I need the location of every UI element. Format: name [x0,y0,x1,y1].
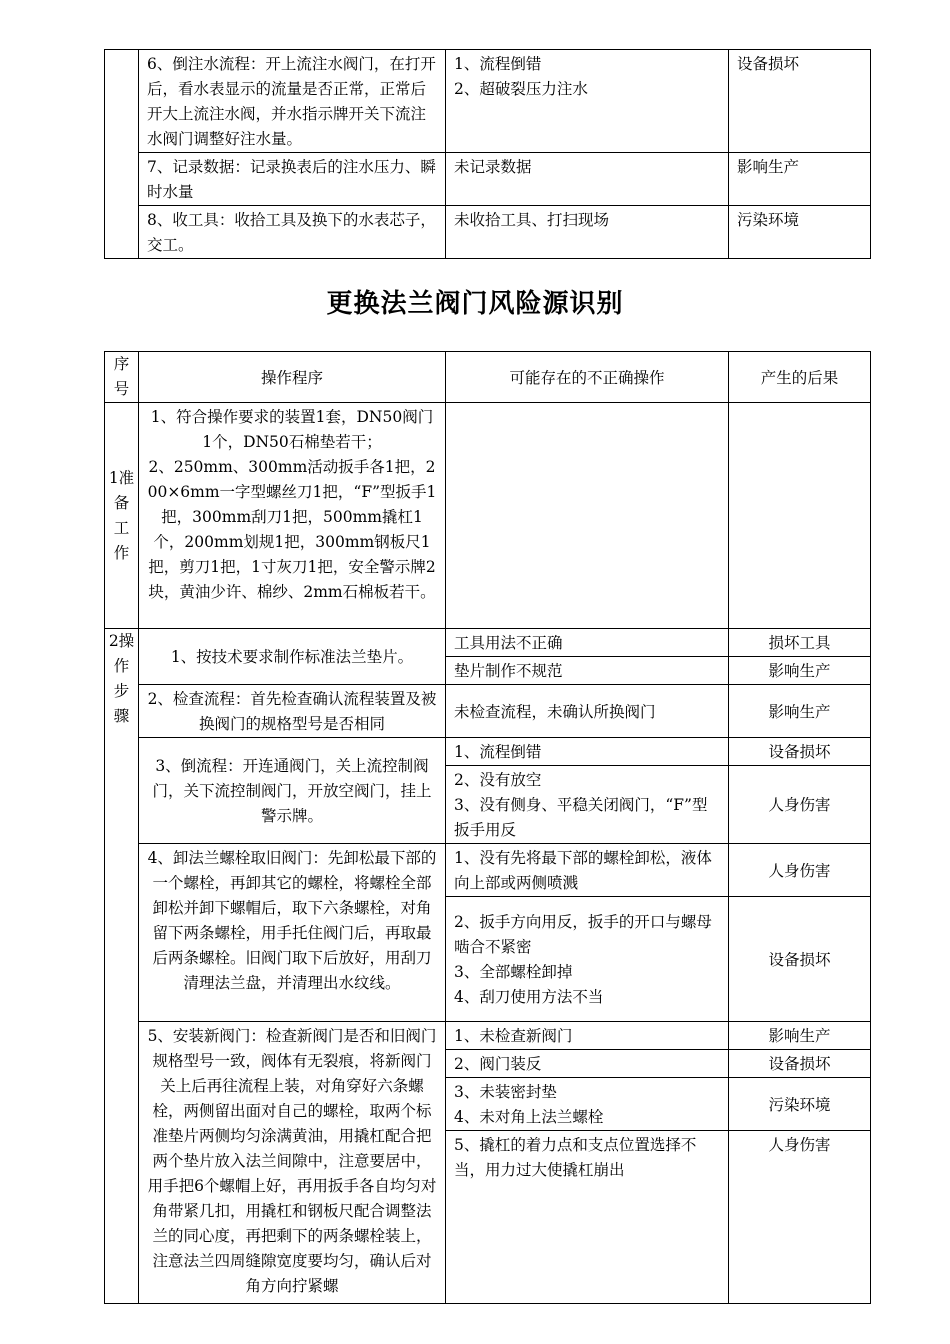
incorrect-cell: 未记录数据 [446,153,729,206]
consequence-cell: 污染环境 [729,1078,871,1131]
incorrect-cell: 1、流程倒错 [446,738,729,766]
incorrect-cell: 5、撬杠的着力点和支点位置选择不当，用力过大使撬杠崩出 [446,1131,729,1304]
seq-cell [105,50,139,259]
consequence-cell: 设备损坏 [729,738,871,766]
procedure-line: 2、250mm、300mm活动扳手各1把，200×6mm一字型螺丝刀1把，“F”型扳手1把，300mm刮刀1把，500mm撬杠1个，200mm划规1把，300mm钢板尺1把，剪刀1把，1寸灰刀1把，安全警示牌2块，黄油少许、棉纱、2mm石棉板若干。 [147,458,437,601]
risk-table [104,351,871,1304]
procedure-cell [139,403,446,629]
consequence-cell: 设备损坏 [729,897,871,1022]
incorrect-line: 2、没有放空 [454,771,542,789]
table-row [105,1022,871,1050]
table-row [105,403,871,629]
procedure-cell: 5、安装新阀门：检查新阀门是否和旧阀门规格型号一致，阀体有无裂痕，将新阀门关上后再往流程上装，对角穿好六条螺栓，两侧留出面对自己的螺栓，取两个标准垫片两侧均匀涂满黄油，用撬杠配合把两个垫片放入法兰间隙中，注意要居中，用手把6个螺帽上好，再用扳手各自均匀对角带紧几扣，用撬杠和钢板尺配合调整法兰的同心度，再把剩下的两条螺栓装上，注意法兰四周缝隙宽度要均匀，确认后对角方向拧紧螺 [139,1022,446,1304]
consequence-cell [729,403,871,629]
incorrect-cell: 1、未检查新阀门 [446,1022,729,1050]
top-risk-table [104,49,871,259]
incorrect-line: 4、未对角上法兰螺栓 [454,1108,604,1126]
page-title: 更换法兰阀门风险源识别 [326,289,624,319]
incorrect-cell: 1、没有先将最下部的螺栓卸松，液体向上部或两侧喷溅 [446,844,729,897]
consequence-cell: 损坏工具 [729,629,871,657]
header-consequence: 产生的后果 [729,352,871,403]
header-row [105,352,871,403]
header-seq: 序号 [105,352,139,403]
consequence-cell: 污染环境 [729,206,871,259]
table-row [105,844,871,897]
header-incorrect: 可能存在的不正确操作 [446,352,729,403]
consequence-cell: 人身伤害 [729,1131,871,1304]
consequence-cell: 设备损坏 [729,1050,871,1078]
procedure-cell: 2、检查流程：首先检查确认流程装置及被换阀门的规格型号是否相同 [139,685,446,738]
consequence-cell: 影响生产 [729,657,871,685]
incorrect-line: 2、扳手方向用反，扳手的开口与螺母啮合不紧密 [454,913,712,956]
table-row [105,685,871,738]
incorrect-cell: 垫片制作不规范 [446,657,729,685]
procedure-cell: 8、收工具：收拾工具及换下的水表芯子，交工。 [139,206,446,259]
incorrect-cell [446,766,729,844]
consequence-cell: 设备损坏 [729,50,871,153]
incorrect-cell [446,1078,729,1131]
procedure-line: 1、符合操作要求的装置1套，DN50阀门1个，DN50石棉垫若干； [150,408,434,451]
incorrect-line: 3、全部螺栓卸掉 [454,963,573,981]
procedure-cell: 6、倒注水流程：开上流注水阀门，在打开后，看水表显示的流量是否正常，正常后开大上流注水阀，并水指示牌开关下流注水阀门调整好注水量。 [139,50,446,153]
incorrect-line: 4、刮刀使用方法不当 [454,988,604,1006]
incorrect-line: 2、超破裂压力注水 [454,80,588,98]
incorrect-cell: 2、阀门装反 [446,1050,729,1078]
procedure-cell: 4、卸法兰螺栓取旧阀门：先卸松最下部的一个螺栓，再卸其它的螺栓，将螺栓全部卸松并卸下螺帽后，取下六条螺栓，对角留下两条螺栓，用手托住阀门后，再取最后两条螺栓。旧阀门取下后放好，用刮刀清理法兰盘，并清理出水纹线。 [139,844,446,1022]
consequence-cell: 人身伤害 [729,766,871,844]
incorrect-line: 3、未装密封垫 [454,1083,557,1101]
consequence-cell: 影响生产 [729,1022,871,1050]
table-row [105,206,871,259]
table-row [105,50,871,153]
table-row [105,629,871,657]
incorrect-cell [446,403,729,629]
seq-cell: 1准备工作 [105,403,139,629]
procedure-cell: 7、记录数据：记录换表后的注水压力、瞬时水量 [139,153,446,206]
consequence-cell: 影响生产 [729,685,871,738]
incorrect-line: 3、没有侧身、平稳关闭阀门，“F”型扳手用反 [454,796,708,839]
consequence-cell: 人身伤害 [729,844,871,897]
incorrect-cell [446,50,729,153]
header-procedure: 操作程序 [139,352,446,403]
procedure-cell: 1、按技术要求制作标准法兰垫片。 [139,629,446,685]
consequence-cell: 影响生产 [729,153,871,206]
table-row [105,153,871,206]
incorrect-cell: 未收拾工具、打扫现场 [446,206,729,259]
table-row [105,738,871,766]
seq-cell: 2操作步骤 [105,629,139,1304]
incorrect-line: 1、流程倒错 [454,55,542,73]
incorrect-cell [446,897,729,1022]
incorrect-cell: 未检查流程，未确认所换阀门 [446,685,729,738]
incorrect-cell: 工具用法不正确 [446,629,729,657]
procedure-cell: 3、倒流程：开连通阀门，关上流控制阀门，关下流控制阀门，开放空阀门，挂上警示牌。 [139,738,446,844]
